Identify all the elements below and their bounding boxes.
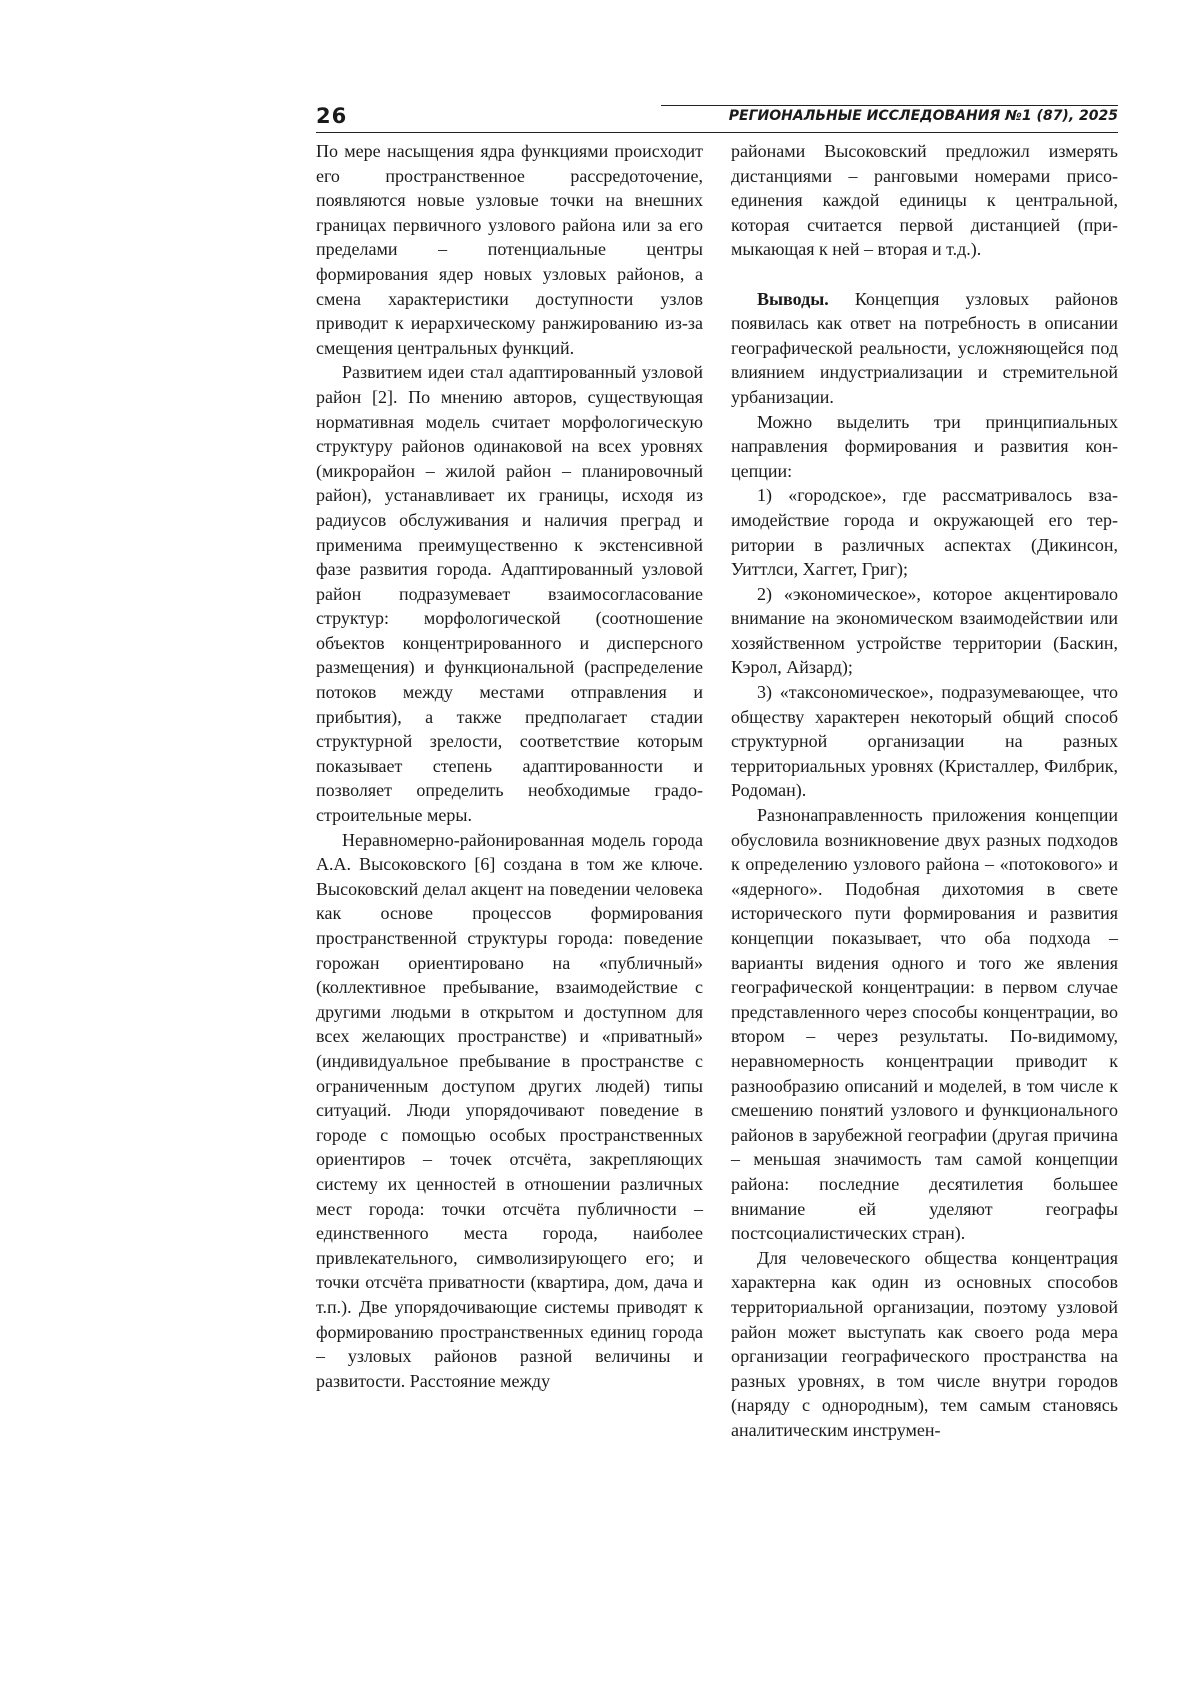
paragraph-continuation: По мере насыщения ядра функциями происходит его пространственное рассредоточение, появляются новые узловые точки на внешних границах первичного узлового района или за его пределами – потенциальные центры формирования ядер новых узловых районов, а смена характеристики доступности узлов приводит к иерархическому ранжированию из-за смещения центральных функций.	[316, 141, 703, 358]
conclusions-label: Выводы.	[757, 288, 829, 309]
header-bottom-rule	[316, 132, 1118, 133]
paragraph-divergence: Разнонаправленность приложения концепции обусловила возникновение двух разных подходов к определению узлового района – «потокового» и «ядерного». Подобная дихотомия в свете исторического пути формирования и развития концепции показывает, что оба подхода – варианты видения одного и того же явления географической концентрации: в первом случае представленного через способы концентрации, во втором – через результаты. По-видимому, неравномерность концентрации приводит к разнообразию описаний и моделей, в том числе к смешению понятий узлового и функционального районов в зарубежной географии (другая причина – меньшая значимость там самой концепции района: последние десятилетия большее внимание ей уделяют географы постсоциалистических стран).	[731, 805, 1118, 1244]
list-item-direction-1: 1) «городское», где рассматривалось взаимодействие города и окружающей его территории в различных аспектах (Дикинсон, Уиттлси, Хаггет, Григ);	[731, 485, 1118, 580]
paragraph-directions-intro: Можно выделить три принципиальных направления формирования и развития концепции:	[731, 411, 1118, 481]
conclusions-text: Концепция узловых районов появилась как ответ на потребность в описании географической реальности, усложняющейся под влиянием индустриализации и стремительной урбанизации.	[731, 288, 1118, 407]
right-column	[731, 139, 1118, 1442]
paragraph-conclusions	[731, 287, 1118, 410]
page-header	[316, 100, 1118, 136]
journal-title: РЕГИОНАЛЬНЫЕ ИССЛЕДОВАНИЯ №1 (87), 2025	[728, 108, 1118, 124]
list-item-direction-3: 3) «таксономическое», подразумевающее, что обществу характерен некоторый общий способ структурной организации на разных территориальных уровнях (Кристаллер, Филбрик, Родоман).	[731, 682, 1118, 801]
header-top-rule	[661, 105, 1118, 106]
paragraph-vysokovsky-model: Неравномерно-районированная модель города А.А. Высоковского [6] создана в том же ключе. Высоковский делал акцент на поведении человека как основе процессов формирования пространственной структуры города: поведение горожан ориентировано на «публичный» (коллективное пребывание, взаимодействие с другими людьми в открытом и доступном для всех желающих пространстве) и «приватный» (индивидуальное пребывание в пространстве с ограниченным доступом других людей) типы ситуаций. Люди упорядочивают поведение в городе с помощью особых пространственных ориентиров – точек отсчёта, закрепляющих систему их ценностей в отношении различных мест города: точки отсчёта публичности – единственного места города, наиболее привлекательного, символизирующего его; и точки отсчёта приватности (квартира, дом, дача и т.п.). Две упорядочивающие системы приводят к формированию пространственных единиц города – узловых районов разной величины и развитости. Расстояние между	[316, 829, 703, 1391]
page-number: 26	[316, 104, 348, 128]
paragraph-final: Для человеческого общества концентрация характерна как один из основных способов территориальной организации, поэтому узловой район может выступать как своего рода мера организации географического пространства на разных уровнях, в том числе внутри городов (наряду с однородным), тем самым становясь аналитическим инструмен-	[731, 1247, 1118, 1440]
left-column	[316, 139, 703, 1393]
list-item-direction-2: 2) «экономическое», которое акцентировало внимание на экономическом взаимодействии или хозяйственном устройстве территории (Баскин, Кэрол, Айзард);	[731, 583, 1118, 678]
paragraph-distances: районами Высоковский предложил измерять дистанциями – ранговыми номерами присоединения каждой единицы к центральной, которая считается первой дистанцией (примыкающая к ней – вторая и т.д.).	[731, 141, 1118, 260]
paragraph-adapted-nodal-region: Развитием идеи стал адаптированный узловой район [2]. По мнению авторов, существующая нормативная модель считает морфологическую структуру районов одинаковой на всех уровнях (микрорайон – жилой район – планировочный район), устанавливает их границы, исходя из радиусов обслуживания и наличия преград и применима преимущественно к экстенсивной фазе развития города. Адаптированный узловой район подразумевает взаимосогласование структур: морфологической (соотношение объектов концентрированного и дисперсного размещения) и функциональной (распределение потоков между местами отправления и прибытия), а также предполагает стадии структурной зрелости, соответствие которым показывает степень адаптированности и позволяет определить необходимые градостроительные меры.	[316, 362, 703, 826]
